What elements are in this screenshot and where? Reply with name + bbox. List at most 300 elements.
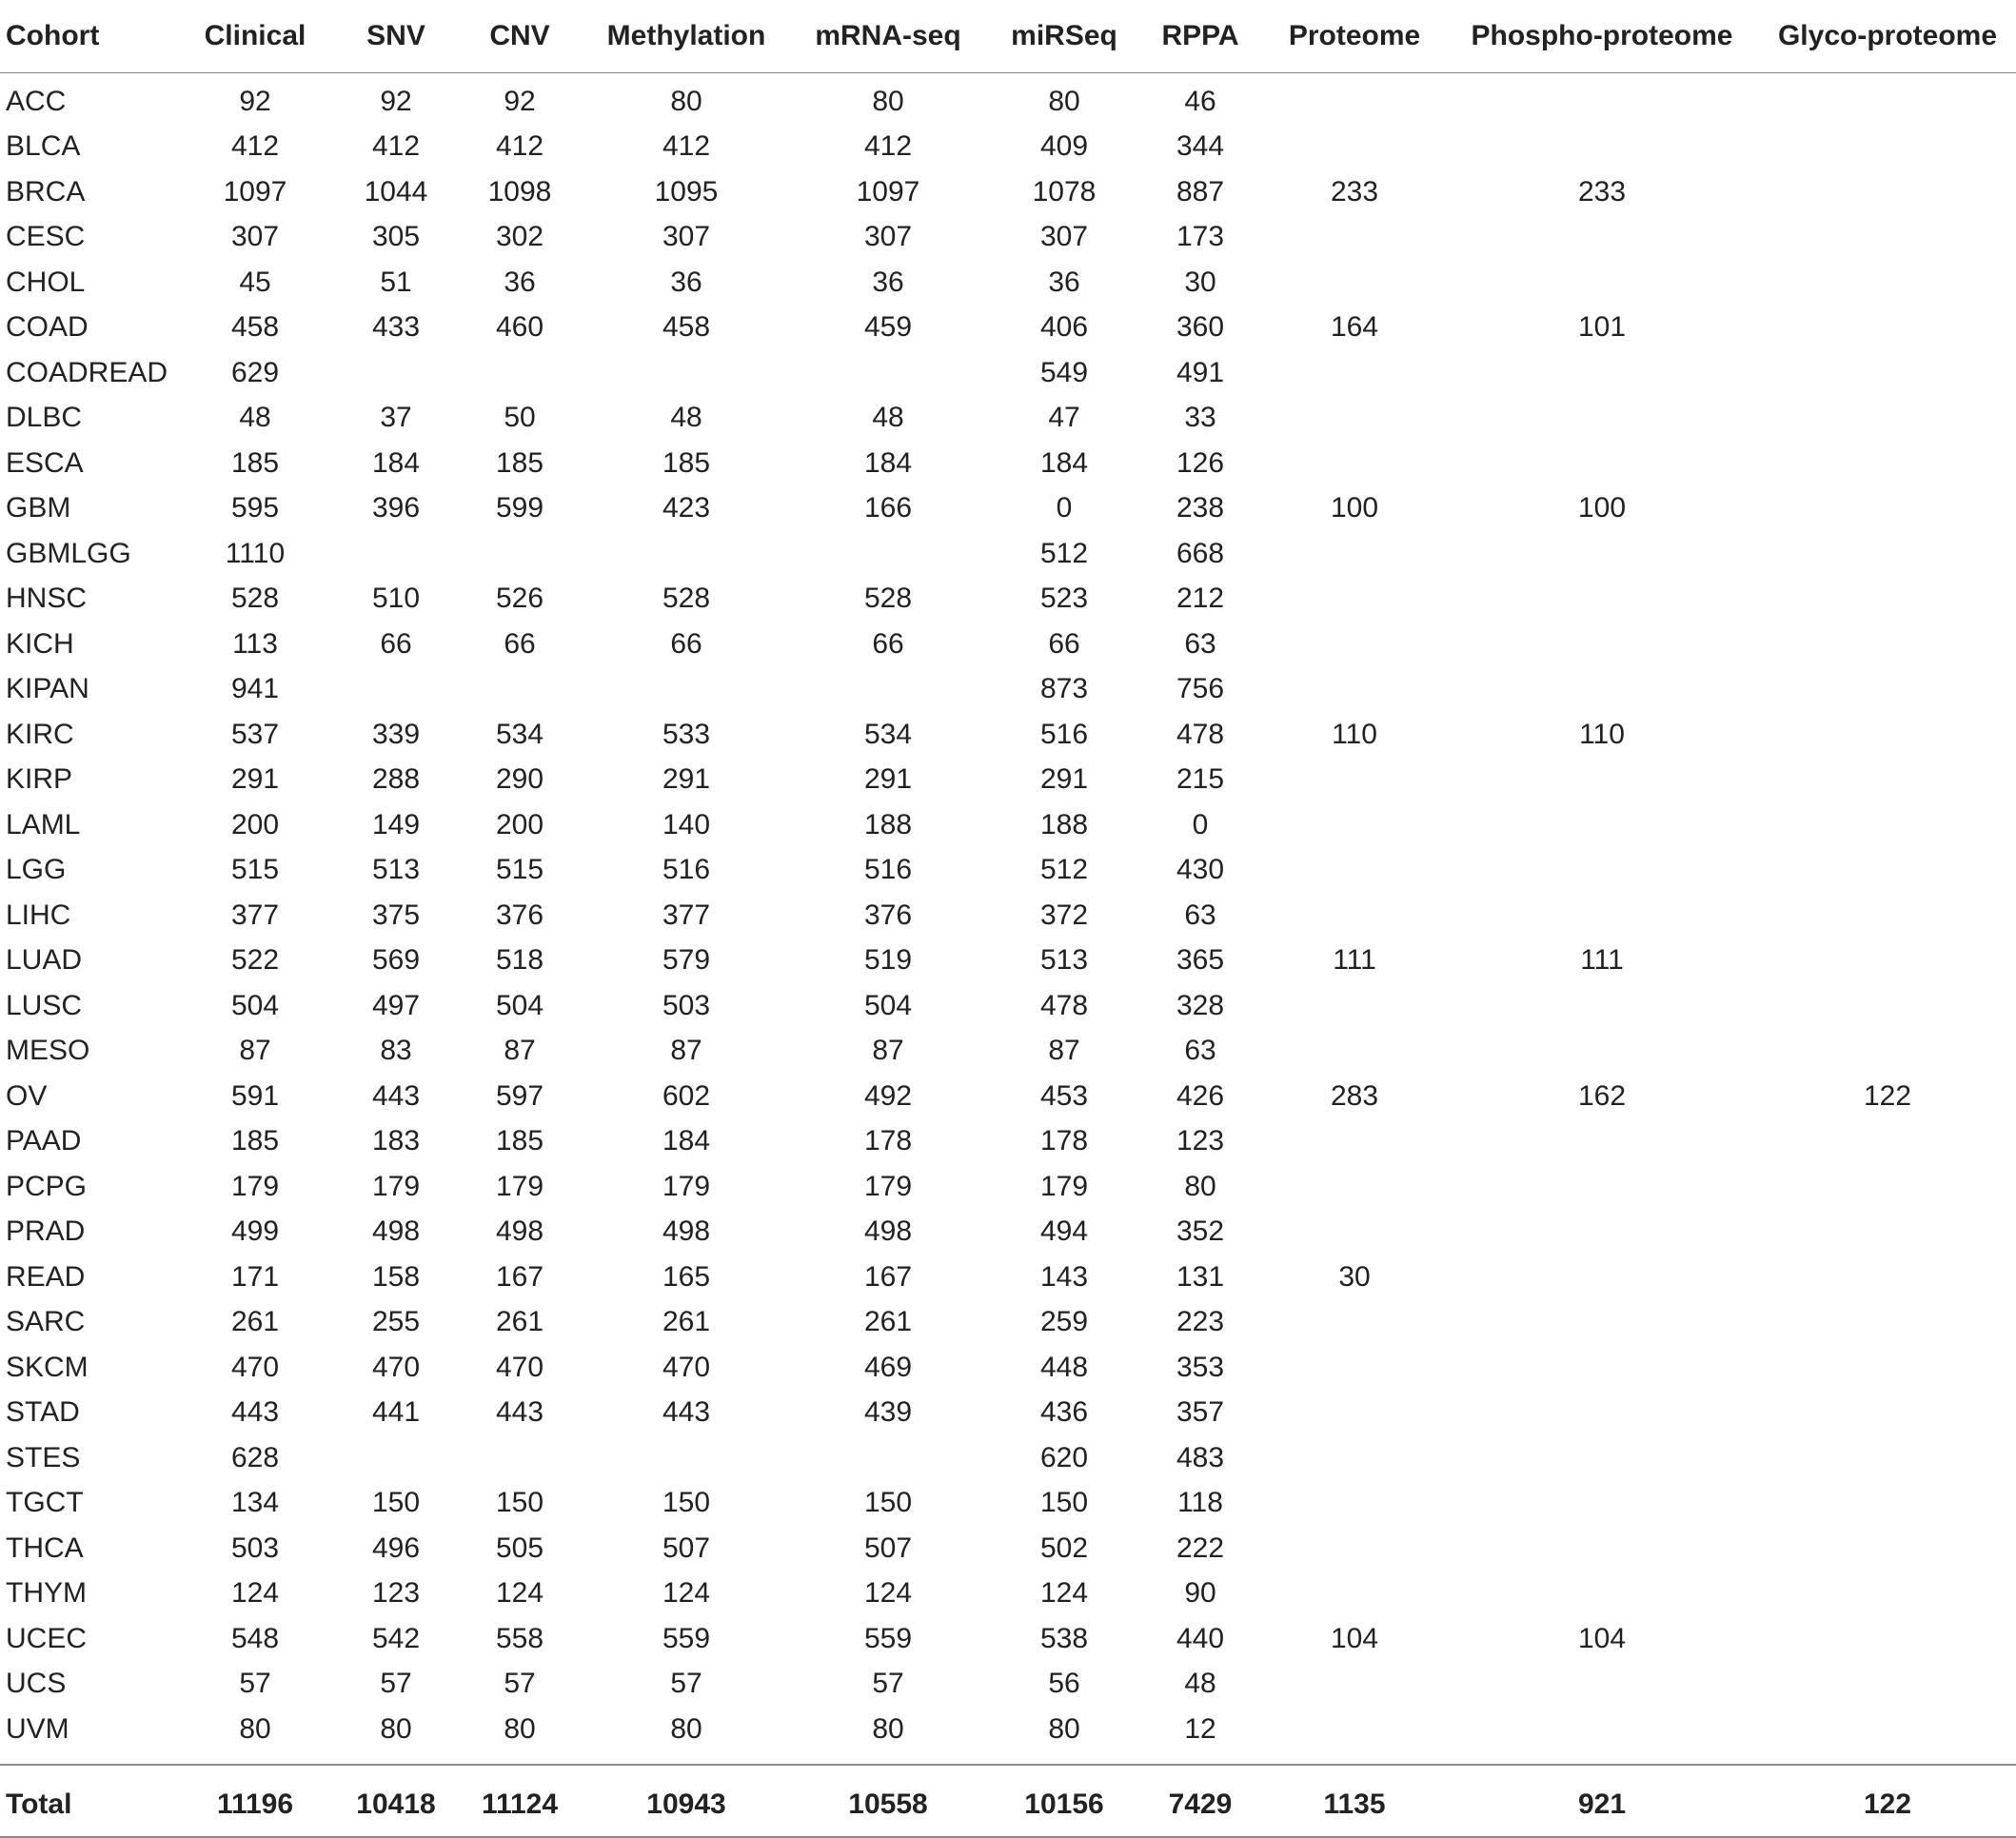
total-value-proteome: 1135 (1264, 1765, 1445, 1837)
spacer-row (0, 1752, 2016, 1765)
value-cell-rppa: 123 (1176, 1125, 1225, 1157)
value-cell-methylation (588, 350, 784, 396)
value-cell-rppa: 344 (1176, 130, 1225, 163)
spacer-cell (588, 1752, 784, 1765)
value-cell-mrna-seq (784, 531, 992, 577)
cohort-name-cell: UCEC (6, 1622, 88, 1654)
table-row (0, 215, 2016, 261)
value-cell-snv: 513 (371, 854, 421, 886)
value-cell-mrna-seq: 528 (863, 583, 913, 615)
value-cell-proteome: 104 (1330, 1622, 1379, 1654)
value-cell-mrna-seq: 87 (872, 1035, 904, 1067)
value-cell-proteome (1264, 983, 1445, 1029)
value-cell-clinical: 307 (230, 221, 280, 253)
cohort-name-cell: SKCM (6, 1351, 89, 1383)
value-cell-rppa: 365 (1176, 944, 1225, 977)
value-cell-rppa: 222 (1176, 1532, 1225, 1564)
spacer-cell (341, 1752, 451, 1765)
value-cell-methylation: 423 (662, 492, 711, 524)
value-cell-cnv: 597 (495, 1079, 544, 1112)
value-cell-clinical: 200 (230, 808, 280, 840)
value-cell-mrna-seq: 469 (863, 1351, 913, 1383)
value-cell-cnv (451, 350, 588, 396)
spacer-cell (1445, 1752, 1759, 1765)
value-cell-rppa: 212 (1176, 583, 1225, 615)
value-cell-methylation: 579 (662, 944, 711, 977)
column-header-proteome: Proteome (1264, 0, 1445, 73)
value-cell-glyco-proteome (1759, 306, 2016, 351)
value-cell-proteome (1264, 577, 1445, 623)
value-cell-cnv: 1098 (487, 175, 552, 208)
table-row (0, 1119, 2016, 1165)
table-row (0, 486, 2016, 532)
column-header-methylation: Methylation (588, 0, 784, 73)
value-cell-rppa: 126 (1176, 446, 1225, 479)
value-cell-methylation: 165 (662, 1260, 711, 1293)
value-cell-proteome: 283 (1330, 1079, 1379, 1112)
value-cell-rppa: 440 (1176, 1622, 1225, 1654)
cohort-name-cell: UVM (6, 1712, 69, 1745)
cohort-name-cell: LGG (6, 854, 67, 886)
spacer-cell (0, 1752, 169, 1765)
value-cell-rppa: 353 (1176, 1351, 1225, 1383)
value-cell-mrna-seq: 184 (863, 446, 913, 479)
table-row (0, 1345, 2016, 1391)
value-cell-phospho-proteome (1445, 667, 1759, 713)
value-cell-mrna-seq: 179 (863, 1170, 913, 1202)
table-row (0, 802, 2016, 848)
value-cell-snv: 83 (380, 1035, 412, 1067)
cohort-name-cell: STES (6, 1441, 81, 1473)
value-cell-clinical: 261 (230, 1306, 280, 1338)
cohort-name-cell: LAML (6, 808, 81, 840)
value-cell-phospho-proteome (1445, 1255, 1759, 1300)
value-cell-phospho-proteome (1445, 125, 1759, 170)
value-cell-snv: 80 (380, 1712, 412, 1745)
value-cell-mrna-seq (784, 667, 992, 713)
value-cell-glyco-proteome (1759, 486, 2016, 532)
header-row (0, 0, 2016, 73)
value-cell-clinical: 443 (230, 1396, 280, 1429)
value-cell-methylation: 1095 (654, 175, 719, 208)
value-cell-mirseq: 409 (1039, 130, 1089, 163)
value-cell-mrna-seq (784, 1435, 992, 1481)
value-cell-mrna-seq: 124 (863, 1577, 913, 1610)
spacer-cell (1136, 1752, 1264, 1765)
value-cell-cnv: 443 (495, 1396, 544, 1429)
table-row (0, 577, 2016, 623)
value-cell-clinical: 45 (239, 266, 271, 298)
value-cell-mrna-seq: 167 (863, 1260, 913, 1293)
column-header-clinical: Clinical (169, 0, 341, 73)
value-cell-glyco-proteome (1759, 667, 2016, 713)
value-cell-phospho-proteome (1445, 1435, 1759, 1481)
cohort-name-cell: MESO (6, 1035, 90, 1067)
value-cell-mrna-seq: 80 (872, 85, 904, 117)
value-cell-methylation: 80 (670, 85, 702, 117)
value-cell-cnv: 302 (495, 221, 544, 253)
value-cell-mrna-seq: 57 (872, 1668, 904, 1700)
column-header-cohort: Cohort (0, 0, 169, 73)
cohort-name-cell: COAD (6, 311, 89, 344)
cohort-name-cell: PCPG (6, 1170, 88, 1202)
value-cell-phospho-proteome (1445, 577, 1759, 623)
value-cell-proteome: 233 (1330, 175, 1379, 208)
value-cell-rppa: 238 (1176, 492, 1225, 524)
value-cell-glyco-proteome (1759, 125, 2016, 170)
value-cell-mirseq: 0 (1056, 492, 1073, 524)
value-cell-mirseq: 448 (1039, 1351, 1089, 1383)
table-row (0, 983, 2016, 1029)
value-cell-mirseq: 873 (1039, 673, 1089, 705)
value-cell-mrna-seq: 376 (863, 899, 913, 931)
table-row (0, 1616, 2016, 1662)
value-cell-methylation: 443 (662, 1396, 711, 1429)
value-cell-proteome (1264, 125, 1445, 170)
value-cell-proteome (1264, 622, 1445, 667)
value-cell-mirseq: 453 (1039, 1079, 1089, 1112)
value-cell-proteome (1264, 215, 1445, 261)
value-cell-clinical: 941 (230, 673, 280, 705)
value-cell-glyco-proteome (1759, 1345, 2016, 1391)
value-cell-clinical: 377 (230, 899, 280, 931)
cohort-name-cell: CESC (6, 221, 86, 253)
cohort-name-cell: ACC (6, 85, 67, 117)
value-cell-phospho-proteome (1445, 1029, 1759, 1075)
value-cell-mirseq: 87 (1048, 1035, 1080, 1067)
value-cell-mrna-seq: 80 (872, 1712, 904, 1745)
value-cell-cnv: 534 (495, 718, 544, 750)
value-cell-cnv: 558 (495, 1622, 544, 1654)
cohort-name-cell: LIHC (6, 899, 71, 931)
value-cell-phospho-proteome: 104 (1577, 1622, 1627, 1654)
table-row (0, 712, 2016, 758)
cohort-name-cell: BRCA (6, 175, 86, 208)
value-cell-mirseq: 188 (1039, 808, 1089, 840)
value-cell-clinical: 171 (230, 1260, 280, 1293)
cohort-name-cell: THYM (6, 1577, 87, 1610)
spacer-cell (992, 1752, 1136, 1765)
value-cell-snv: 498 (371, 1215, 421, 1248)
value-cell-methylation: 377 (662, 899, 711, 931)
value-cell-mrna-seq: 412 (863, 130, 913, 163)
value-cell-snv: 66 (380, 627, 412, 660)
table-row (0, 73, 2016, 125)
value-cell-methylation: 185 (662, 446, 711, 479)
value-cell-cnv: 50 (504, 402, 536, 434)
value-cell-snv: 497 (371, 989, 421, 1021)
value-cell-mirseq: 620 (1039, 1441, 1089, 1473)
value-cell-cnv: 460 (495, 311, 544, 344)
value-cell-mirseq: 513 (1039, 944, 1089, 977)
value-cell-proteome (1264, 758, 1445, 803)
value-cell-snv: 123 (371, 1577, 421, 1610)
value-cell-phospho-proteome: 162 (1577, 1079, 1627, 1112)
value-cell-mrna-seq: 1097 (856, 175, 920, 208)
value-cell-proteome (1264, 893, 1445, 939)
value-cell-mirseq: 36 (1048, 266, 1080, 298)
value-cell-mirseq: 516 (1039, 718, 1089, 750)
value-cell-clinical: 628 (230, 1441, 280, 1473)
spacer-cell (1759, 1752, 2016, 1765)
value-cell-rppa: 491 (1176, 356, 1225, 388)
value-cell-phospho-proteome (1445, 1481, 1759, 1527)
value-cell-methylation: 533 (662, 718, 711, 750)
value-cell-proteome (1264, 73, 1445, 125)
value-cell-rppa: 80 (1184, 1170, 1216, 1202)
value-cell-clinical: 629 (230, 356, 280, 388)
value-cell-rppa: 223 (1176, 1306, 1225, 1338)
value-cell-clinical: 503 (230, 1532, 280, 1564)
value-cell-clinical: 48 (239, 402, 271, 434)
value-cell-mirseq: 150 (1039, 1487, 1089, 1519)
value-cell-clinical: 57 (239, 1668, 271, 1700)
value-cell-cnv: 36 (504, 266, 536, 298)
value-cell-mrna-seq: 291 (863, 763, 913, 796)
value-cell-glyco-proteome (1759, 396, 2016, 442)
table-row (0, 667, 2016, 713)
value-cell-mrna-seq (784, 350, 992, 396)
value-cell-clinical: 504 (230, 989, 280, 1021)
value-cell-mrna-seq: 66 (872, 627, 904, 660)
value-cell-phospho-proteome: 110 (1579, 718, 1625, 750)
value-cell-clinical: 470 (230, 1351, 280, 1383)
value-cell-phospho-proteome (1445, 1571, 1759, 1617)
value-cell-phospho-proteome (1445, 260, 1759, 306)
value-cell-snv: 396 (371, 492, 421, 524)
value-cell-clinical: 595 (230, 492, 280, 524)
spacer-cell (784, 1752, 992, 1765)
value-cell-proteome (1264, 1300, 1445, 1346)
value-cell-phospho-proteome (1445, 758, 1759, 803)
value-cell-clinical: 412 (230, 130, 280, 163)
cohort-name-cell: THCA (6, 1532, 84, 1564)
value-cell-clinical: 113 (232, 627, 278, 660)
value-cell-snv: 443 (371, 1079, 421, 1112)
value-cell-proteome (1264, 1571, 1445, 1617)
value-cell-snv: 150 (371, 1487, 421, 1519)
total-value-glyco-proteome: 122 (1759, 1765, 2016, 1837)
cohort-name-cell: READ (6, 1260, 86, 1293)
value-cell-cnv: 261 (495, 1306, 544, 1338)
cohort-name-cell: PAAD (6, 1125, 82, 1157)
value-cell-proteome (1264, 1435, 1445, 1481)
value-cell-glyco-proteome (1759, 260, 2016, 306)
value-cell-clinical: 515 (230, 854, 280, 886)
value-cell-cnv: 526 (495, 583, 544, 615)
value-cell-rppa: 668 (1176, 537, 1225, 569)
value-cell-methylation: 602 (662, 1079, 711, 1112)
table-row (0, 1662, 2016, 1708)
spacer-cell (1264, 1752, 1445, 1765)
value-cell-rppa: 756 (1176, 673, 1225, 705)
value-cell-glyco-proteome (1759, 1571, 2016, 1617)
value-cell-rppa: 357 (1176, 1396, 1225, 1429)
value-cell-snv: 542 (371, 1622, 421, 1654)
value-cell-mrna-seq: 504 (863, 989, 913, 1021)
value-cell-methylation: 458 (662, 311, 711, 344)
column-header-cnv: CNV (451, 0, 588, 73)
value-cell-glyco-proteome: 122 (1863, 1079, 1912, 1112)
cohort-name-cell: COADREAD (6, 356, 168, 388)
value-cell-methylation: 80 (670, 1712, 702, 1745)
value-cell-mrna-seq: 166 (863, 492, 913, 524)
value-cell-proteome (1264, 396, 1445, 442)
cohort-name-cell: BLCA (6, 130, 81, 163)
value-cell-glyco-proteome (1759, 802, 2016, 848)
value-cell-cnv: 179 (495, 1170, 544, 1202)
value-cell-rppa: 0 (1192, 808, 1209, 840)
value-cell-phospho-proteome (1445, 531, 1759, 577)
cohort-name-cell: LUSC (6, 989, 83, 1021)
value-cell-glyco-proteome (1759, 441, 2016, 486)
value-cell-proteome: 164 (1330, 311, 1379, 344)
value-cell-cnv: 150 (495, 1487, 544, 1519)
value-cell-proteome (1264, 1707, 1445, 1752)
table-row (0, 1435, 2016, 1481)
total-label: Total (0, 1765, 169, 1837)
value-cell-phospho-proteome (1445, 1210, 1759, 1255)
value-cell-snv (341, 531, 451, 577)
total-row (0, 1765, 2016, 1837)
value-cell-mrna-seq: 150 (863, 1487, 913, 1519)
value-cell-mrna-seq: 516 (863, 854, 913, 886)
value-cell-proteome (1264, 1526, 1445, 1571)
value-cell-snv: 1044 (364, 175, 428, 208)
value-cell-glyco-proteome (1759, 1119, 2016, 1165)
value-cell-methylation: 57 (670, 1668, 702, 1700)
value-cell-mirseq: 124 (1039, 1577, 1089, 1610)
value-cell-clinical: 179 (230, 1170, 280, 1202)
value-cell-rppa: 360 (1176, 311, 1225, 344)
table-row (0, 1300, 2016, 1346)
value-cell-snv: 470 (371, 1351, 421, 1383)
value-cell-methylation: 307 (662, 221, 711, 253)
value-cell-clinical: 185 (230, 446, 280, 479)
value-cell-rppa: 478 (1176, 718, 1225, 750)
table-row (0, 531, 2016, 577)
value-cell-proteome (1264, 848, 1445, 894)
value-cell-mirseq: 47 (1048, 402, 1080, 434)
value-cell-methylation: 66 (670, 627, 702, 660)
value-cell-clinical: 87 (239, 1035, 271, 1067)
value-cell-clinical: 80 (239, 1712, 271, 1745)
cohort-name-cell: TGCT (6, 1487, 84, 1519)
value-cell-snv: 92 (380, 85, 412, 117)
value-cell-cnv: 66 (504, 627, 536, 660)
value-cell-mrna-seq: 459 (863, 311, 913, 344)
table-row (0, 441, 2016, 486)
cohort-name-cell: LUAD (6, 944, 83, 977)
value-cell-glyco-proteome (1759, 1210, 2016, 1255)
value-cell-phospho-proteome (1445, 893, 1759, 939)
value-cell-clinical: 1110 (225, 537, 286, 569)
value-cell-glyco-proteome (1759, 1164, 2016, 1210)
value-cell-glyco-proteome (1759, 983, 2016, 1029)
value-cell-proteome (1264, 1481, 1445, 1527)
value-cell-clinical: 591 (230, 1079, 280, 1112)
value-cell-clinical: 528 (230, 583, 280, 615)
value-cell-clinical: 124 (230, 1577, 280, 1610)
value-cell-proteome: 100 (1330, 492, 1379, 524)
value-cell-rppa: 887 (1176, 175, 1225, 208)
value-cell-cnv (451, 531, 588, 577)
table-header (0, 0, 2016, 73)
table-row (0, 125, 2016, 170)
column-header-mirseq: miRSeq (992, 0, 1136, 73)
column-header-mrna-seq: mRNA-seq (784, 0, 992, 73)
value-cell-snv: 184 (371, 446, 421, 479)
value-cell-mrna-seq: 178 (863, 1125, 913, 1157)
column-header-glyco-proteome: Glyco-proteome (1759, 0, 2016, 73)
value-cell-snv: 510 (371, 583, 421, 615)
value-cell-clinical: 458 (230, 311, 280, 344)
value-cell-phospho-proteome (1445, 1526, 1759, 1571)
value-cell-proteome (1264, 802, 1445, 848)
value-cell-rppa: 430 (1176, 854, 1225, 886)
total-value-rppa: 7429 (1136, 1765, 1264, 1837)
value-cell-methylation (588, 667, 784, 713)
table-row (0, 1481, 2016, 1527)
value-cell-mirseq: 549 (1039, 356, 1089, 388)
value-cell-glyco-proteome (1759, 73, 2016, 125)
value-cell-glyco-proteome (1759, 712, 2016, 758)
value-cell-methylation: 498 (662, 1215, 711, 1248)
value-cell-rppa: 63 (1184, 1035, 1216, 1067)
value-cell-clinical: 185 (230, 1125, 280, 1157)
table-row (0, 1029, 2016, 1075)
value-cell-snv: 57 (380, 1668, 412, 1700)
value-cell-phospho-proteome (1445, 350, 1759, 396)
spacer-cell (451, 1752, 588, 1765)
value-cell-phospho-proteome: 100 (1577, 492, 1627, 524)
value-cell-snv: 183 (371, 1125, 421, 1157)
value-cell-proteome (1264, 1345, 1445, 1391)
value-cell-glyco-proteome (1759, 1526, 2016, 1571)
cohort-name-cell: KIRC (6, 718, 74, 750)
value-cell-snv: 496 (371, 1532, 421, 1564)
value-cell-snv: 339 (371, 718, 421, 750)
table-row (0, 1074, 2016, 1119)
value-cell-rppa: 483 (1176, 1441, 1225, 1473)
cohort-name-cell: PRAD (6, 1215, 86, 1248)
value-cell-mrna-seq: 507 (863, 1532, 913, 1564)
value-cell-methylation: 261 (662, 1306, 711, 1338)
cohort-name-cell: SARC (6, 1306, 86, 1338)
total-value-clinical: 11196 (169, 1765, 341, 1837)
table-row (0, 893, 2016, 939)
spacer-cell (169, 1752, 341, 1765)
value-cell-methylation: 140 (662, 808, 711, 840)
value-cell-proteome: 110 (1332, 718, 1377, 750)
value-cell-clinical: 291 (230, 763, 280, 796)
total-value-mirseq: 10156 (992, 1765, 1136, 1837)
value-cell-methylation: 503 (662, 989, 711, 1021)
value-cell-clinical: 92 (239, 85, 271, 117)
table-row (0, 396, 2016, 442)
value-cell-methylation: 291 (662, 763, 711, 796)
value-cell-proteome (1264, 1391, 1445, 1436)
value-cell-methylation: 124 (662, 1577, 711, 1610)
value-cell-rppa: 48 (1184, 1668, 1216, 1700)
value-cell-cnv: 87 (504, 1035, 536, 1067)
value-cell-methylation: 412 (662, 130, 711, 163)
cohort-name-cell: ESCA (6, 446, 84, 479)
value-cell-glyco-proteome (1759, 1662, 2016, 1708)
value-cell-phospho-proteome (1445, 73, 1759, 125)
cohort-name-cell: UCS (6, 1668, 67, 1700)
value-cell-glyco-proteome (1759, 758, 2016, 803)
